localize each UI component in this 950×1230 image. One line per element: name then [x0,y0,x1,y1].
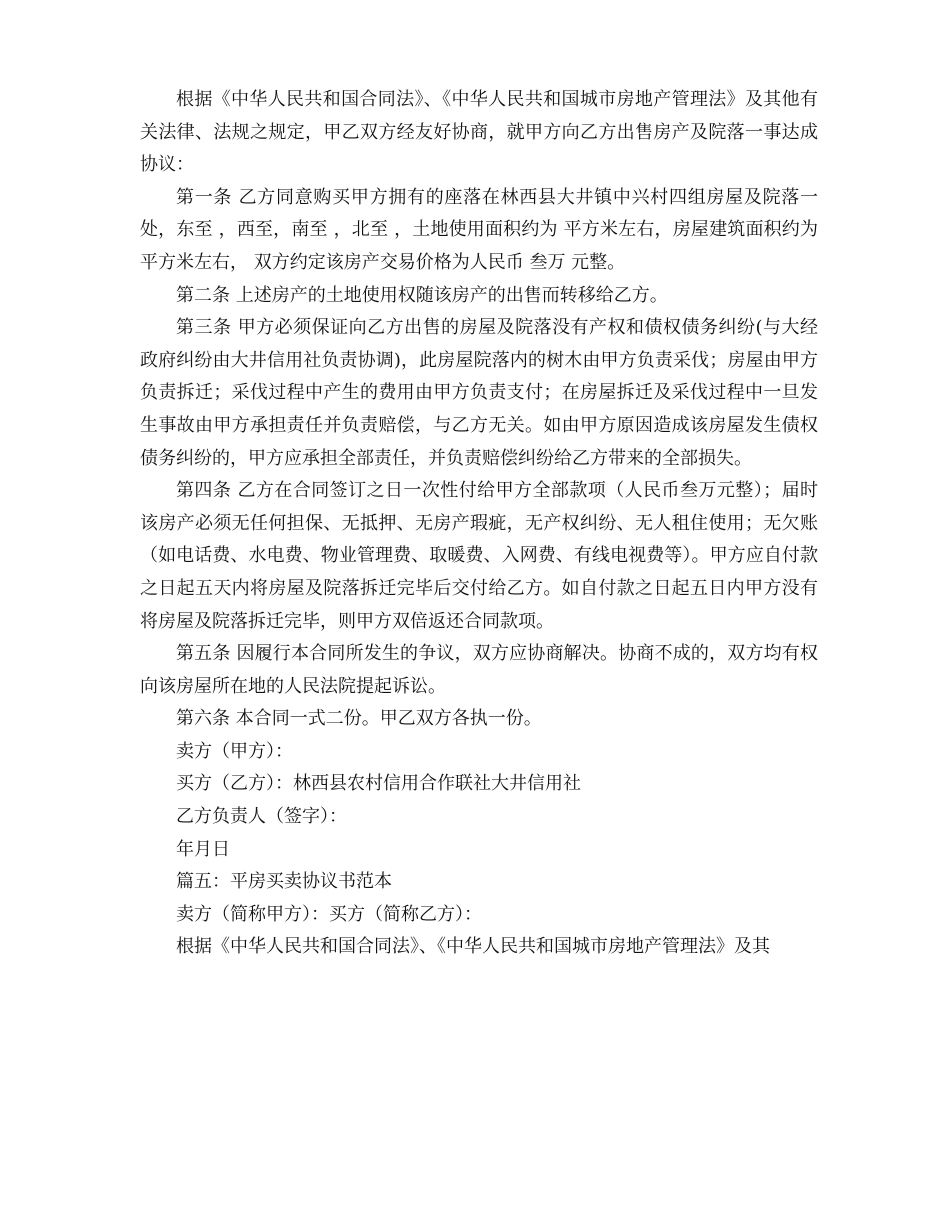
intro-paragraph: 根据《中华人民共和国合同法》、《中华人民共和国城市房地产管理法》及其他有关法律、法规之规定，甲乙双方经友好协商，就甲方向乙方出售房产及院落一事达成协议： [140,89,818,176]
buyer-line: 买方（乙方）：林西县农村信用合作联社大井信用社 [176,773,581,795]
parties-line: 卖方（简称甲方）：买方（简称乙方）： [176,903,482,925]
article-5-paragraph: 第五条 因履行本合同所发生的争议，双方应协商解决。协商不成的，双方均有权向该房屋所在地的人民法院提起诉讼。 [140,643,818,697]
seller-line: 卖方（甲方）： [176,740,293,762]
buyer-signatory-line: 乙方负责人（签字）： [176,806,347,828]
article-3-paragraph: 第三条 甲方必须保证向乙方出售的房屋及院落没有产权和债权债务纠纷(与大经政府纠纷由大井信用社负责协调)，此房屋院落内的树木由甲方负责采伐；房屋由甲方负责拆迁；采伐过程中产生的费用由甲方负责支付；在房屋拆迁及采伐过程中一旦发生事故由甲方承担责任并负责赔偿，与乙方无关。如由甲方原因造成该房屋发生债权债务纠纷的，甲方应承担全部责任，并负责赔偿纠纷给乙方带来的全部损失。 [140,317,818,469]
date-line: 年月日 [176,838,230,860]
next-intro-line: 根据《中华人民共和国合同法》、《中华人民共和国城市房地产管理法》及其 [176,936,770,958]
article-1-paragraph: 第一条 乙方同意购买甲方拥有的座落在林西县大井镇中兴村四组房屋及院落一处，东至 ，西至，南至 ，北至 ，土地使用面积约为 平方米左右，房屋建筑面积约为平方米左右， 双方约定该房产交易价格为人民币 叁万 元整。 [140,186,818,273]
article-2-paragraph: 第二条 上述房产的土地使用权随该房产的出售而转移给乙方。 [176,284,668,306]
document-page [140,84,818,964]
article-4-paragraph: 第四条 乙方在合同签订之日一次性付给甲方全部款项（人民币叁万元整）；届时该房产必须无任何担保、无抵押、无房产瑕疵，无产权纠纷、无人租住使用；无欠账（如电话费、水电费、物业管理费、取暖费、入网费、有线电视费等）。甲方应自付款之日起五天内将房屋及院落拆迁完毕后交付给乙方。如自付款之日起五日内甲方没有将房屋及院落拆迁完毕，则甲方双倍返还合同款项。 [140,480,818,632]
article-6-line: 第六条 本合同一式二份。甲乙双方各执一份。 [176,708,542,730]
section-heading: 篇五：平房买卖协议书范本 [176,871,392,893]
